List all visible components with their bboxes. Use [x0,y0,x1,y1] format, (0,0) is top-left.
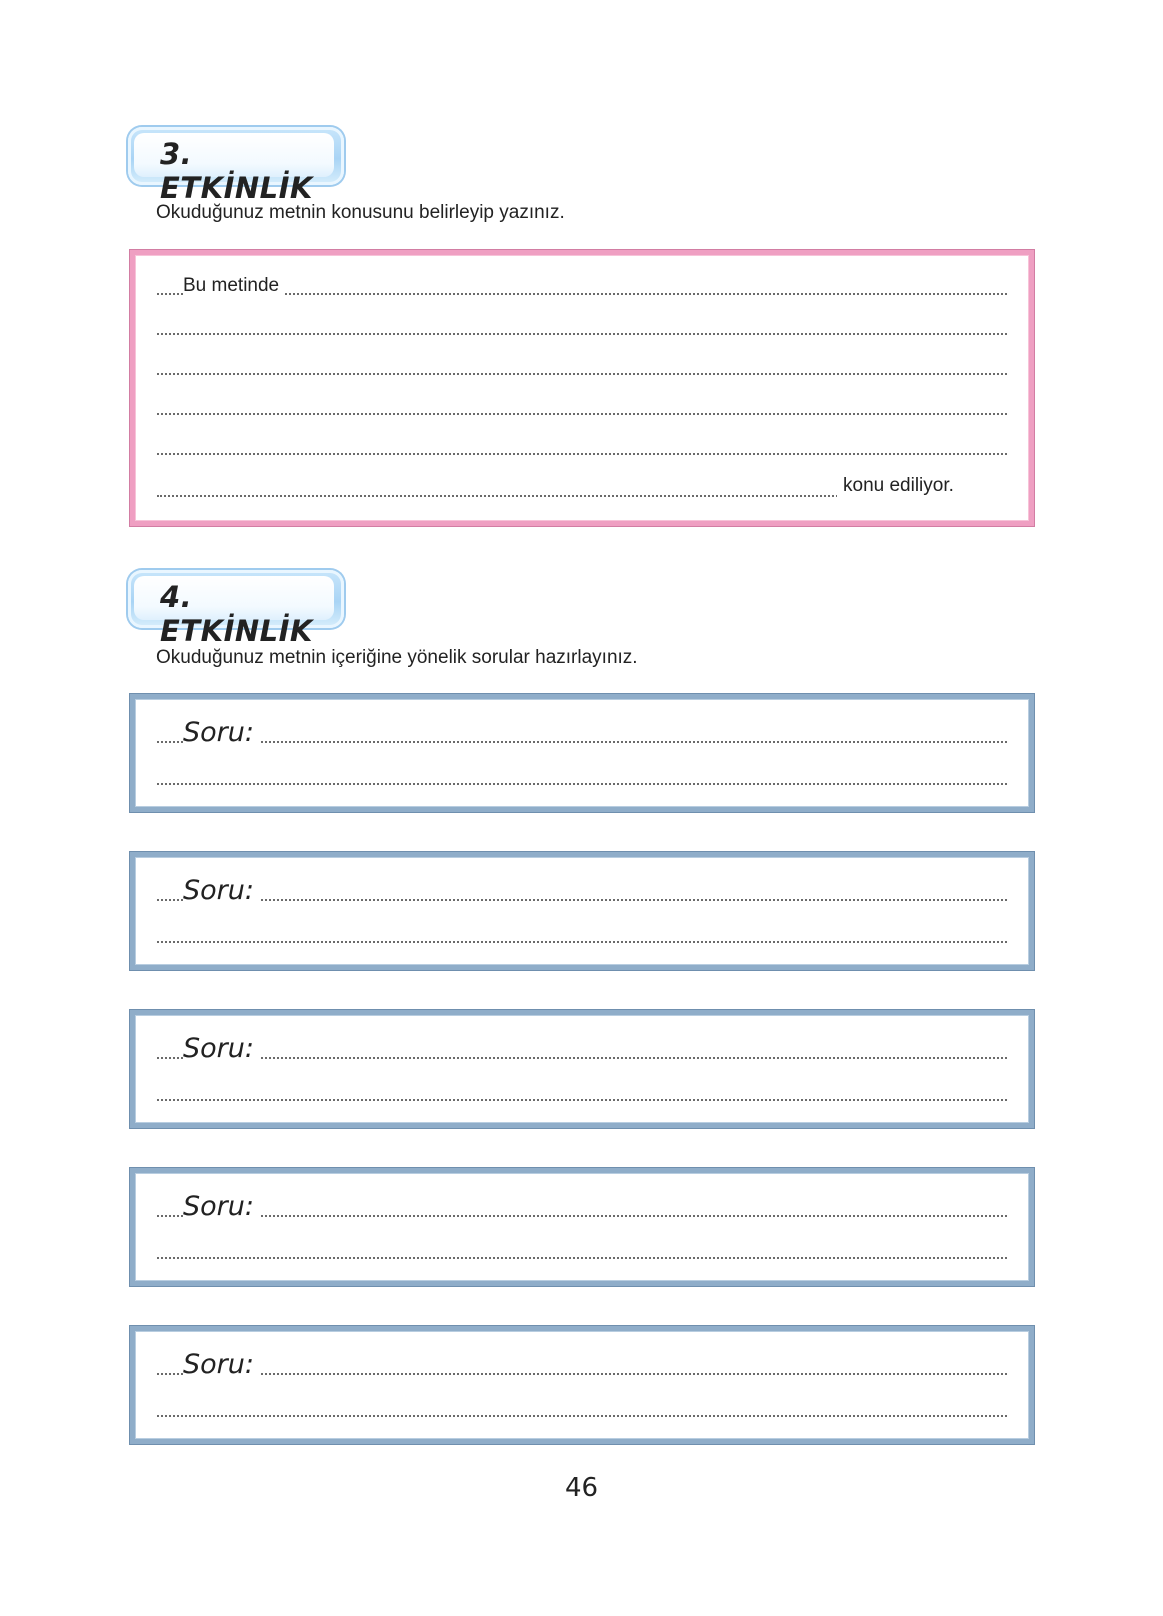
activity3-instruction: Okuduğunuz metnin konusunu belirleyip yazınız. [156,202,565,223]
question-box[interactable] [130,852,1034,970]
question-box[interactable] [130,1010,1034,1128]
page-number: 46 [564,1473,599,1503]
answer-line[interactable] [157,373,1007,375]
answer-line[interactable] [157,1057,1007,1059]
answer-line[interactable] [157,1373,1007,1375]
answer-line[interactable] [157,783,1007,785]
answer-line[interactable] [157,495,869,497]
answer-line[interactable] [157,1215,1007,1217]
answer-line[interactable] [157,1415,1007,1417]
answer-line[interactable] [157,453,1007,455]
answer-line[interactable] [157,333,1007,335]
activity4-badge [128,570,344,648]
question-box[interactable] [130,1326,1034,1444]
question-box[interactable] [130,694,1034,812]
question-label: Soru: [183,1033,260,1064]
activity3-badge [128,127,344,205]
answer-line[interactable] [157,1257,1007,1259]
answer-line[interactable] [157,1099,1007,1101]
end-text: konu ediliyor. [837,475,954,497]
activity4-title: 4. ETKİNLİK [160,580,313,648]
question-label: Soru: [183,1349,260,1380]
answer-line[interactable] [157,941,1007,943]
question-label: Soru: [183,717,260,748]
answer-line[interactable] [157,741,1007,743]
activity3-answer-box[interactable] [130,250,1034,526]
activity3-title: 3. ETKİNLİK [160,137,313,205]
answer-line[interactable] [157,413,1007,415]
start-text: Bu metinde [183,275,285,297]
question-label: Soru: [183,1191,260,1222]
answer-line[interactable] [157,899,1007,901]
question-label: Soru: [183,875,260,906]
activity4-instruction: Okuduğunuz metnin içeriğine yönelik sorular hazırlayınız. [156,647,638,668]
question-box[interactable] [130,1168,1034,1286]
